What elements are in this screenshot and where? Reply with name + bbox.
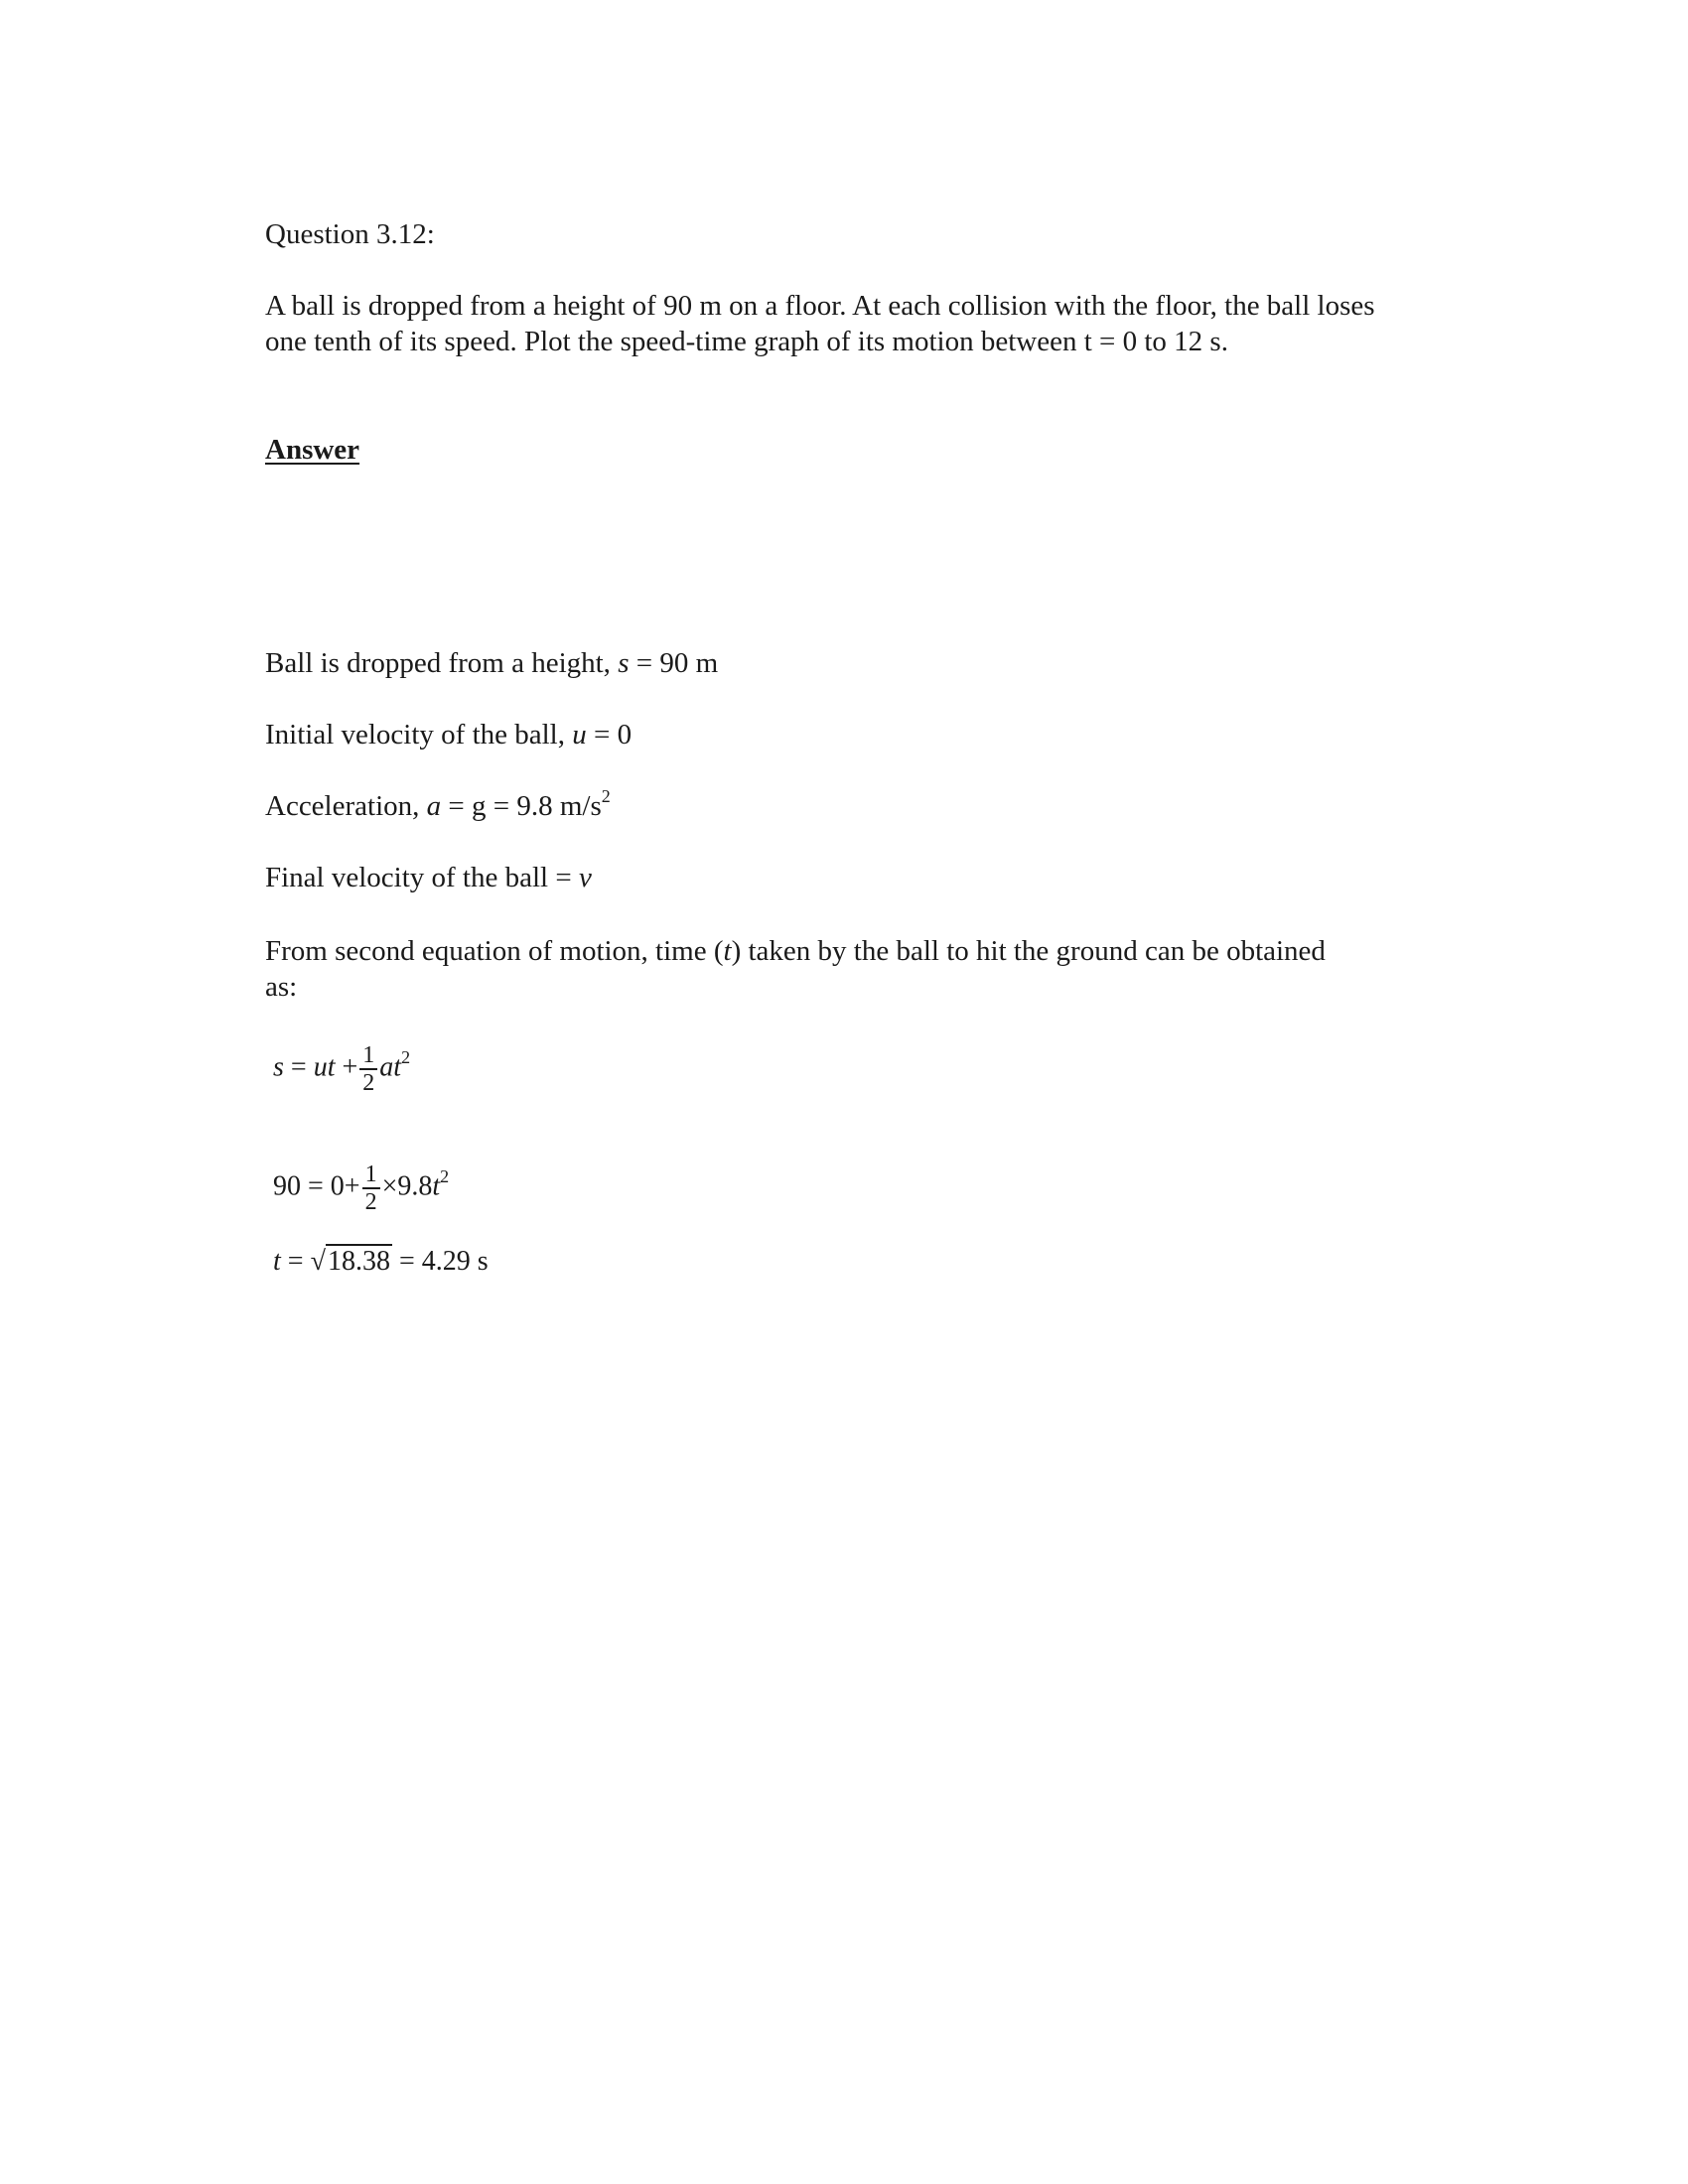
- eq-equals: =: [283, 1051, 314, 1083]
- question-heading: Question 3.12:: [265, 218, 435, 250]
- eq-plus: +: [335, 1051, 358, 1083]
- equation-result: [273, 1246, 489, 1278]
- equation-substitution: [273, 1161, 449, 1215]
- radical-sign: √: [310, 1246, 326, 1277]
- explanation-part: ) taken by the ball to hit the ground can be obtained as:: [265, 935, 1326, 1003]
- eq-lhs: s: [273, 1051, 284, 1083]
- given-label: Acceleration,: [265, 790, 427, 822]
- given-height: [265, 645, 1387, 681]
- radicand: 18.38: [327, 1246, 390, 1277]
- equation-second-law: [273, 1042, 410, 1096]
- given-superscript: 2: [601, 786, 611, 807]
- explanation-part: From second equation of motion, time (: [265, 935, 724, 967]
- given-acceleration: [265, 788, 1387, 824]
- eq-lhs: 90 = 0+: [273, 1170, 360, 1202]
- given-symbol: s: [618, 647, 630, 679]
- given-symbol: u: [572, 719, 587, 751]
- given-value: = 0: [586, 719, 633, 751]
- given-final-velocity: [265, 860, 1387, 895]
- answer-heading: Answer: [265, 434, 360, 466]
- eq-variable: t: [432, 1170, 441, 1202]
- given-initial-velocity: [265, 717, 1387, 752]
- question-text: A ball is dropped from a height of 90 m on a floor. At each collision with the floor, the ball loses one tenth of its speed. Plot the speed-time graph of its motion between t = 0 to 12 s.: [265, 290, 1375, 357]
- eq-term: at: [379, 1051, 402, 1083]
- given-label: Ball is dropped from a height,: [265, 647, 619, 679]
- eq-result: = 4.29 s: [391, 1246, 489, 1277]
- eq-superscript: 2: [401, 1047, 411, 1068]
- given-symbol: v: [578, 862, 592, 893]
- fraction-numerator: 1: [362, 1161, 380, 1189]
- fraction-denominator: 2: [362, 1070, 375, 1096]
- explanation-text: [265, 933, 1357, 1005]
- given-symbol: a: [426, 790, 442, 822]
- eq-superscript: 2: [440, 1166, 450, 1187]
- square-root: [311, 1246, 392, 1278]
- given-label: Initial velocity of the ball,: [265, 719, 573, 751]
- eq-term: ut: [313, 1051, 336, 1083]
- given-value: = g = 9.8 m/s: [441, 790, 602, 822]
- given-label: Final velocity of the ball =: [265, 862, 579, 893]
- explanation-symbol: t: [723, 935, 732, 967]
- eq-term: ×9.8: [381, 1170, 433, 1202]
- fraction-denominator: 2: [364, 1189, 377, 1215]
- eq-equals: =: [280, 1246, 311, 1277]
- given-value: = 90 m: [629, 647, 719, 679]
- fraction-numerator: 1: [359, 1042, 377, 1070]
- eq-fraction: [359, 1042, 377, 1096]
- eq-lhs: t: [273, 1246, 281, 1277]
- eq-fraction: [362, 1161, 380, 1215]
